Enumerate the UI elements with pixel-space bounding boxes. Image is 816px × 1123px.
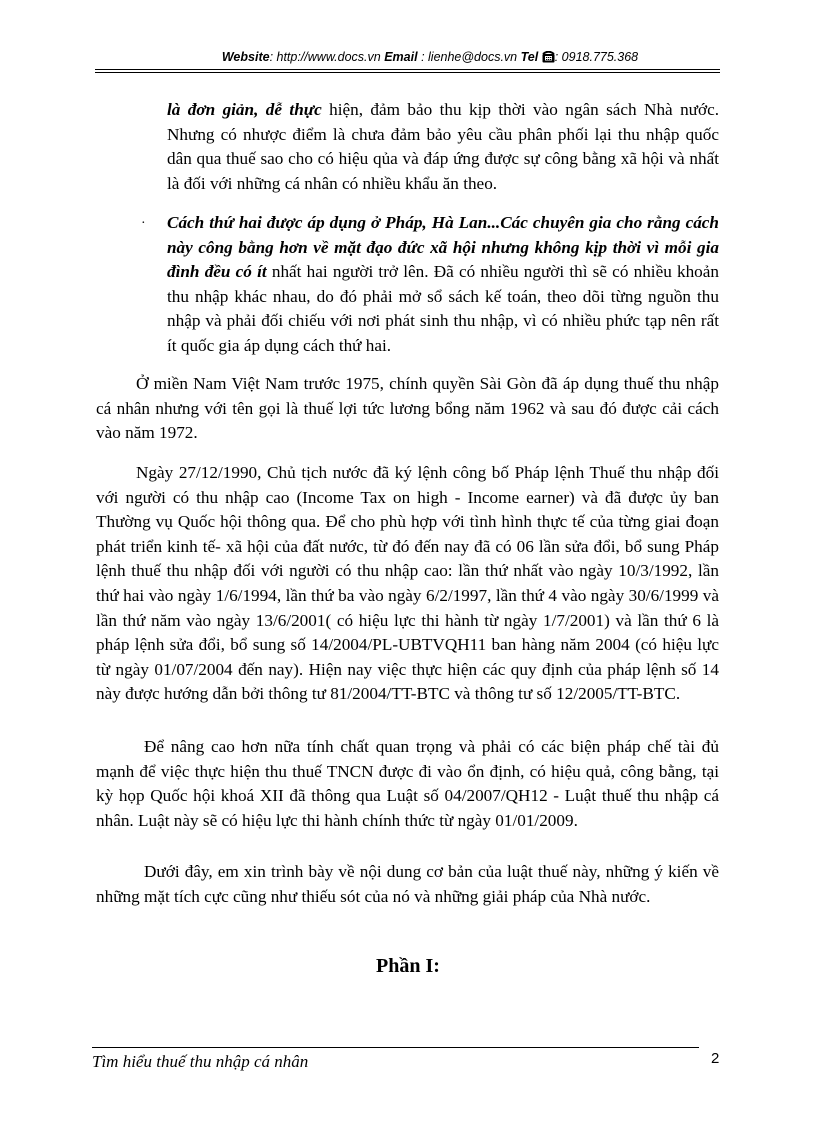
paragraph-method-one-bold: là đơn giản, dễ thực bbox=[167, 100, 322, 119]
paragraph-method-two-bold: Cách thứ hai được áp dụng ở Pháp, Hà Lan...Các chuyên gia cho rằng cách này công bằng hơn về mặt đạo đức xã hội nhưng không kịp thời vì mỗi gia đình đều có ít bbox=[167, 213, 719, 282]
paragraph-method-two bbox=[167, 211, 719, 359]
paragraph-method-one bbox=[167, 98, 719, 196]
email-value: : lienhe@docs.vn bbox=[421, 50, 518, 64]
tel-label: Tel bbox=[520, 50, 539, 64]
section-title: Phần I: bbox=[376, 955, 440, 977]
phone-icon bbox=[542, 51, 555, 66]
footer-title: Tìm hiểu thuế thu nhập cá nhân bbox=[92, 1052, 309, 1071]
footer-rule bbox=[92, 1047, 699, 1048]
paragraph-introduction: Dưới đây, em xin trình bày về nội dung cơ bản của luật thuế này, những ý kiến về những mặt tích cực cũng như thiếu sót của nó và những giải pháp của Nhà nước. bbox=[96, 862, 719, 906]
page-header bbox=[160, 50, 700, 66]
header-rule-bottom bbox=[95, 72, 720, 73]
paragraph-south-vietnam: Ở miền Nam Việt Nam trước 1975, chính quyền Sài Gòn đã áp dụng thuế thu nhập cá nhân nhưng với tên gọi là thuế lợi tức lương bổng năm 1962 và sau đó được cải cách vào năm 1972. bbox=[96, 374, 719, 443]
paragraph-method-one-text: hiện, đảm bảo thu kịp thời vào ngân sách Nhà nước. Nhưng có nhược điểm là chưa đảm bảo yêu cầu phân phối lại thu nhập quốc dân qua thuế sao cho có hiệu qủa và đáp ứng được sự công bằng xã hội và nhất là đối với những cá nhân có nhiều khẩu ăn theo. bbox=[167, 100, 720, 193]
paragraph-ordinance-history: Ngày 27/12/1990, Chủ tịch nước đã ký lệnh công bố Pháp lệnh Thuế thu nhập đối với người có thu nhập cao (Income Tax on high - Income earner) và đã được ủy ban Thường vụ Quốc hội thông qua. Để cho phù hợp với tình hình thực tế của từng giai đoạn phát triển kinh tế- xã hội của đất nước, từ đó đến nay đã có 06 lần sửa đổi, bổ sung Pháp lệnh thuế thu nhập đối với người có thu nhập cao: lần thứ nhất vào ngày 10/3/1992, lần thứ hai vào ngày 1/6/1994, lần thứ ba vào ngày 6/2/1997, lần thứ 4 vào ngày 30/6/1999 và lần thứ năm vào ngày 13/6/2001( có hiệu lực thi hành từ ngày 1/7/2001) và lần thứ 6 là pháp lệnh sửa đổi, bổ sung số 14/2004/PL-UBTVQH11 ban hàng năm 2004 (có hiệu lực từ ngày 01/07/2004 đến nay). Hiện nay việc thực hiện các quy định của pháp lệnh số 14 này được hướng dẫn bởi thông tư 81/2004/TT-BTC và thông tư số 12/2005/TT-BTC. bbox=[96, 463, 719, 704]
website-value: : http://www.docs.vn bbox=[269, 50, 381, 64]
tel-value: : 0918.775.368 bbox=[554, 50, 639, 64]
header-rule-top bbox=[95, 69, 720, 70]
bullet-marker: · bbox=[141, 216, 146, 231]
website-label: Website bbox=[221, 50, 270, 64]
paragraph-new-law: Để nâng cao hơn nữa tính chất quan trọng và phải có các biện pháp chế tài đủ mạnh để việc thực hiện thu thuế TNCN được đi vào ổn định, có hiệu quả, công bằng, tại kỳ họp Quốc hội khoá XII đã thông qua Luật số 04/2007/QH12 - Luật thuế thu nhập cá nhân. Luật này sẽ có hiệu lực thi hành chính thức từ ngày 01/01/2009. bbox=[96, 737, 719, 830]
paragraph-method-two-text: nhất hai người trở lên. Đã có nhiều người thì sẽ có nhiều khoản thu nhập khác nhau, do đó phải mở sổ sách kế toán, theo dõi từng nguồn thu nhập và phải đối chiếu với nơi phát sinh thu nhập, vì có nhiều phức tạp nên rất ít quốc gia áp dụng cách thứ hai. bbox=[167, 262, 720, 355]
email-label: Email bbox=[384, 50, 418, 64]
page-number: 2 bbox=[711, 1050, 720, 1067]
